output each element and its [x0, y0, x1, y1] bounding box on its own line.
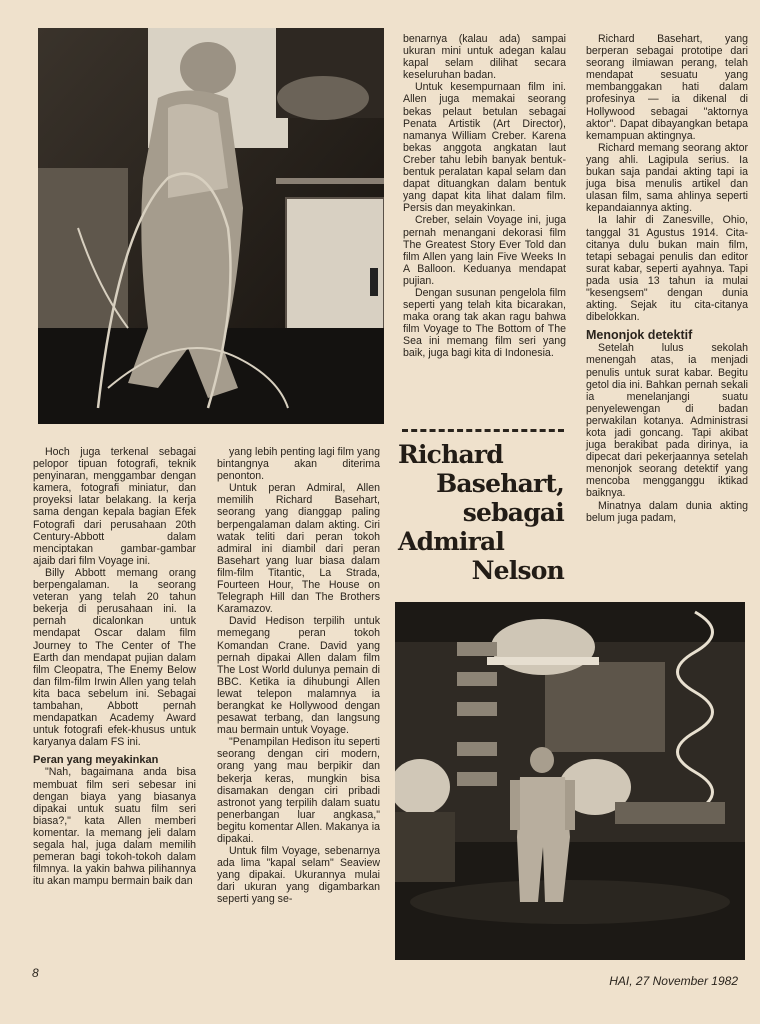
article-column-1 — [33, 446, 196, 887]
footer-publication: HAI, 27 November 1982 — [609, 974, 738, 988]
paragraph: Untuk film Voyage, sebenarnya ada lima "kapal selam" Seaview yang dipakai. Ukurannya mulai dari ukuran yang digambarkan seperti yang se- — [217, 845, 380, 906]
paragraph: Untuk kesempurnaan film ini. Allen juga memakai seorang bekas pelaut betulan sebagai Penata Artistik (Art Director), namanya William Creber. Karena bekas anggota angkatan laut Creber tahu lebih banyak bentuk-bentuk peralatan kapal selam dan dapat dituangkan dalam bentuk yang dapat kita lihat dalam film. Persis dan meyakinkan. — [403, 81, 566, 215]
photo-diver-illustration — [38, 28, 384, 424]
subheading-menonjok-detektif: Menonjok detektif — [586, 328, 693, 343]
paragraph: Dengan susunan pengelola film seperti yang telah kita bicarakan, maka orang tak akan ragu bahwa film Voyage to The Bottom of The Sea ini memang film seri yang baik, juga bagi kita di Indonesia. — [403, 286, 566, 360]
article-headline — [398, 440, 564, 585]
paragraph: yang lebih penting lagi film yang bintangnya akan diterima penonton. — [217, 446, 380, 483]
paragraph: Setelah lulus sekolah menengah atas, ia menjadi penulis untuk surat kabar. Begitu getol dia ini. Bahkan pernah sekali ia menelanjangi suatu penyelewengan di badan perwakilan kotanya. Administrasi kota jadi goncang. Tapi akibat juga berakibat pada dirinya, ia dipecat dari pekerjaannya setelah menonjok seorang detektif yang mencoba mengganggu iktikad baiknya. — [586, 342, 748, 500]
headline-line: Nelson — [471, 556, 564, 585]
photo-actor-on-set — [395, 602, 745, 960]
paragraph: Richard Basehart, yang berperan sebagai prototipe dari seorang ilmiawan perang, telah mendapat sesuatu yang membanggakan hati dalam profesinya — ia dikenal di Hollywood sebagai "aktornya aktor". Dapat dibayangkan betapa kemampuan aktingnya. — [586, 33, 748, 142]
divider-rule — [402, 429, 564, 432]
article-column-2 — [217, 446, 380, 906]
paragraph: Ia lahir di Zanesville, Ohio, tanggal 31 Agustus 1914. Cita-citanya dulu bukan main film, tetapi sebagai penulis dan editor surat kabar, seperti ayahnya. Tapi pada usia 13 tahun ia mulai "kesengsem" dengan dunia akting. Sejak itu cita-citanya dibelokkan. — [586, 214, 748, 324]
photo-set-illustration — [395, 602, 745, 960]
paragraph: Minatnya dalam dunia akting belum juga padam, — [586, 499, 748, 524]
headline-line: Richard — [398, 440, 503, 469]
photo-diver-on-set — [38, 28, 384, 424]
paragraph: benarnya (kalau ada) sampai ukuran mini untuk adegan kalau kapal selam dilihat secara keseluruhan badan. — [403, 33, 566, 82]
article-column-4 — [586, 33, 748, 524]
headline-line: Basehart, — [436, 469, 564, 498]
article-column-3 — [403, 33, 566, 360]
subheading-peran-yang-meyakinkan: Peran yang meyakinkan — [33, 754, 159, 767]
paragraph: Billy Abbott memang orang berpengalaman. Ia seorang veteran yang telah 20 tahun bekerja di perusahaan ini. Ia pernah dicalonkan untuk mendapat Oscar dalam film Journey to The Center of The Earth dan mendapat pujian dalam film Cleopatra, The Enemy Below dan film-film Irwin Allen yang telah kita baca sebelum ini. Sebagai tambahan, Abbott pernah mendapatkan Academy Award untuk fotografi efek-khusus untuk karyanya dalam FS ini. — [33, 566, 196, 749]
paragraph: David Hedison terpilih untuk memegang peran tokoh Komandan Crane. David yang pernah dipakai Allen dalam film The Lost World dulunya pemain di BBC. Ketika ia dihubungi Allen lewat telepon malamnya ia berangkat ke Hollywood dengan pesawat terbang, dan langsung mau bermain untuk Voyage. — [217, 615, 380, 737]
paragraph: Hoch juga terkenal sebagai pelopor tipuan fotografi, teknik penyinaran, menggambar dengan kamera, fotografi miniatur, dan proyeksi latar belakang. Ia kerja sama dengan kepala bagian Efek Fotografi dari perusahaan 20th Century-Abbott dalam menciptakan gambar-gambar ajaib dari film Voyage ini. — [33, 446, 196, 567]
paragraph: Creber, selain Voyage ini, juga pernah menangani dekorasi film The Greatest Story Ever Told dan film Allen yang lain Five Weeks In A Balloon. Keduanya mendapat pujian. — [403, 214, 566, 287]
paragraph: "Nah, bagaimana anda bisa membuat film seri sebesar ini dengan biaya yang biasanya dipakai untuk suatu film seri biasa?," kata Allen memberi komentar. Ia memang jeli dalam segala hal, juga dalam memilih pemeran bagi tokoh-tokoh dalam filmnya. Ia yakin bahwa pilihannya itu akan mampu bermain baik dan — [33, 766, 196, 888]
paragraph: Richard memang seorang aktor yang ahli. Lagipula serius. Ia bukan saja pandai akting tapi ia juga bisa menulis artikel dan ulasan film, sama ahlinya seperti kepandaiannya akting. — [586, 141, 748, 215]
page-number: 8 — [32, 966, 39, 980]
paragraph: "Penampilan Hedison itu seperti seorang dengan ciri modern, orang yang mau berpikir dan bekerja keras, mungkin bisa disamakan dengan ciri pribadi astronot yang terpilih dalam suatu penerbangan luar angkasa," begitu komentar Allen. Makanya ia dipakai. — [217, 736, 380, 845]
headline-line: sebagai — [462, 498, 564, 527]
paragraph: Untuk peran Admiral, Allen memilih Richard Basehart, seorang yang dianggap paling berpengalaman dalam akting. Ciri watak teliti dari peran tokoh admiral ini diambil dari peran Basehart yang luar biasa dalam film-film Titantic, La Strada, Fourteen Hour, The House on Telegraph Hill dan The Brothers Karamazov. — [217, 482, 380, 616]
headline-line: Admiral — [398, 527, 505, 556]
